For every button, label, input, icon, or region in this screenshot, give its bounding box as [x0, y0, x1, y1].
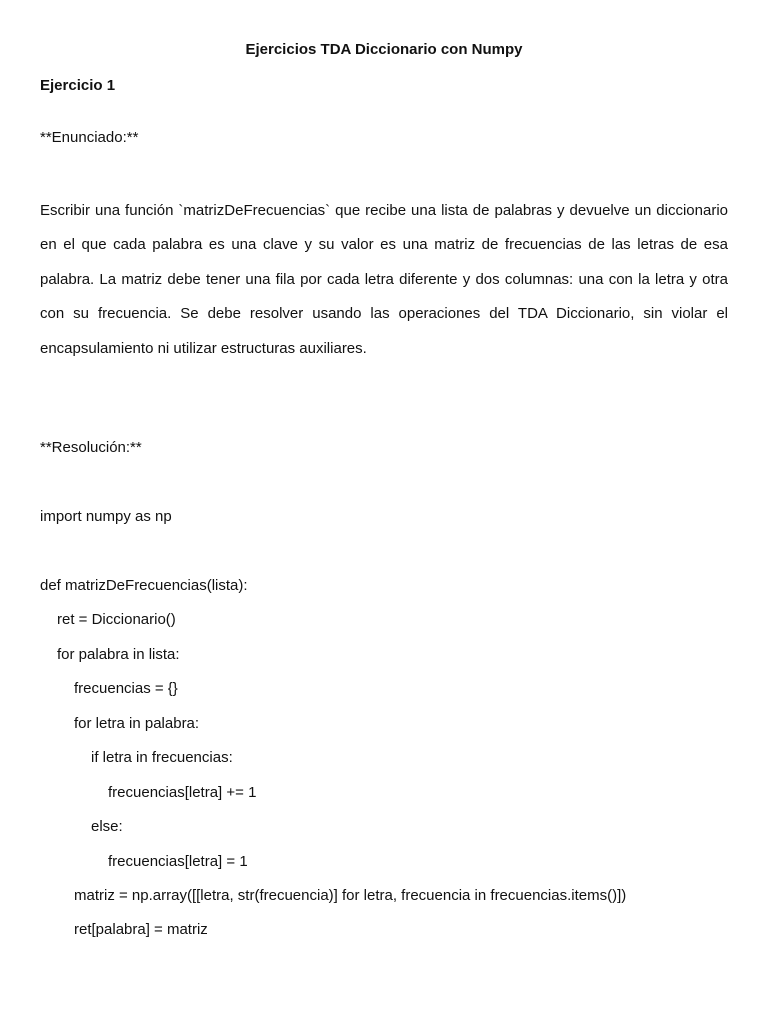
exercise-heading: Ejercicio 1 — [40, 77, 116, 94]
code-line: frecuencias[letra] = 1 — [108, 853, 248, 870]
code-line: for palabra in lista: — [57, 646, 180, 663]
code-line: def matrizDeFrecuencias(lista): — [40, 577, 248, 594]
code-line: ret[palabra] = matriz — [74, 921, 208, 938]
code-line: frecuencias[letra] += 1 — [108, 784, 257, 801]
code-line: if letra in frecuencias: — [91, 749, 233, 766]
code-line: matriz = np.array([[letra, str(frecuencia)] for letra, frecuencia in frecuencias.items()]) — [74, 887, 627, 904]
code-line: frecuencias = {} — [74, 680, 178, 697]
code-line: for letra in palabra: — [74, 715, 200, 732]
statement-paragraph: Escribir una función `matrizDeFrecuencias` que recibe una lista de palabras y devuelve un diccionario en el que cada palabra es una clave y su valor es una matriz de frecuencias de las letras de esa palabra. La matriz debe tener una fila por cada letra diferente y dos columnas: una con la letra y otra con su frecuencia. Se debe resolver usando las operaciones del TDA Diccionario, sin violar el encapsulamiento ni utilizar estructuras auxiliares. — [40, 202, 728, 357]
code-line: ret = Diccionario() — [57, 611, 176, 628]
statement-label: **Enunciado:** — [40, 129, 139, 146]
code-line: import numpy as np — [40, 508, 172, 525]
document-title: Ejercicios TDA Diccionario con Numpy — [245, 41, 523, 58]
resolution-label: **Resolución:** — [40, 439, 142, 456]
code-line: else: — [91, 818, 123, 835]
